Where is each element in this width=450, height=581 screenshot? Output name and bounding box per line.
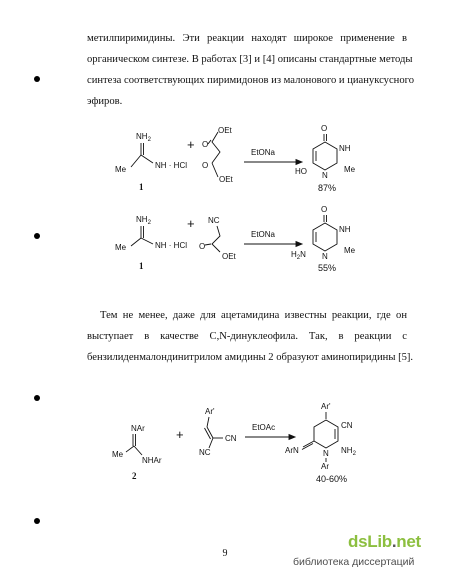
product-2-nh: NH: [339, 225, 351, 234]
paragraph-2-line-2: выступает в качестве C,N-динуклеофила. Так, в реакции с: [87, 331, 407, 342]
malonate-o-top: O: [202, 140, 209, 149]
yield-3: 40-60%: [316, 474, 348, 484]
cyanoacetate-oet: OEt: [222, 252, 236, 261]
arrow-2-label: EtONa: [251, 230, 276, 239]
reaction-arrow-3: [245, 423, 295, 440]
malonate-o-bottom: O: [202, 161, 209, 170]
product-3-arn: ArN: [285, 446, 299, 455]
product-2-me: Me: [344, 246, 356, 255]
product-1-ho: HO: [295, 167, 307, 176]
amidine-b-me-label: Me: [115, 243, 127, 252]
paragraph-1-line-3: синтеза соответствующих пиримидонов из малонового и циануксусного: [87, 75, 415, 86]
product-1-o: O: [321, 124, 328, 133]
amidine-b-nh-hcl-label: NH · HCl: [155, 241, 187, 250]
benzylidene-malononitrile-structure: [199, 407, 237, 457]
amidine-2-nar: NAr: [131, 424, 145, 433]
yield-2: 55%: [318, 263, 337, 273]
compound-2-label: 2: [132, 471, 137, 481]
margin-bullet-4: [34, 518, 40, 524]
plus-sign-1: +: [187, 137, 195, 152]
watermark-logo-net: net: [396, 532, 421, 551]
amidine-me-label: Me: [115, 165, 127, 174]
page-number: 9: [222, 548, 228, 559]
product-3-cn: CN: [341, 421, 353, 430]
paragraph-2-line-1: Тем не менее, даже для ацетамидина известны реакции, где он: [100, 310, 407, 321]
arrow-1-label: EtONa: [251, 148, 276, 157]
watermark-logo-lib: Lib: [367, 532, 392, 551]
yield-1: 87%: [318, 183, 337, 193]
compound-1-label: 1: [139, 182, 144, 192]
amidine-2-me: Me: [112, 450, 124, 459]
amidine-nh-hcl-label: NH · HCl: [155, 161, 187, 170]
malononitrile-cn: CN: [225, 434, 237, 443]
product-2-o: O: [321, 205, 328, 214]
product-2-h2n: $H_2N$: [291, 250, 306, 261]
paragraph-1-line-4: эфиров.: [87, 96, 123, 107]
product-3-n: N: [323, 449, 329, 458]
paragraph-2-line-3: бензилиденмалондинитрилом амидины 2 образуют аминопиридины [5].: [87, 352, 414, 363]
amidine-b-nh2-label: $NH_2$: [136, 215, 151, 226]
aminopyridine-structure: [285, 402, 357, 484]
cyanoacetate-o: O: [199, 242, 206, 251]
watermark-logo: [348, 532, 421, 552]
amidine-nh2-label: $NH_2$: [136, 132, 151, 143]
watermark-logo-dot: .: [391, 532, 397, 551]
amidine-2-structure: [112, 424, 162, 481]
paragraph-1-line-1: метилпиримидины. Эти реакции находят широкое применение в: [87, 33, 407, 44]
product-2-n: N: [322, 252, 328, 261]
malononitrile-nc: NC: [199, 448, 211, 457]
product-1-me: Me: [344, 165, 356, 174]
paragraph-1-line-2: органическом синтезе. В работах [3] и [4] описаны стандартные методы: [87, 54, 413, 65]
product-1-nh: NH: [339, 144, 351, 153]
amidine-2-nhar: NHAr: [142, 456, 162, 465]
product-3-n-ar: Ar: [321, 462, 329, 471]
product-3-ar: Ar': [321, 402, 331, 411]
product-1-n: N: [322, 171, 328, 180]
watermark-logo-ds: ds: [348, 532, 368, 551]
malononitrile-ar: Ar': [205, 407, 215, 416]
product-3-nh2: $NH_2$: [341, 446, 356, 457]
malonate-oet-bottom: OEt: [219, 175, 233, 184]
plus-sign-2: +: [187, 216, 195, 231]
compound-1b-label: 1: [139, 261, 144, 271]
watermark-subtitle: библиотека диссертаций: [293, 556, 415, 568]
cyanoacetate-nc: NC: [208, 216, 220, 225]
malonate-oet-top: OEt: [218, 126, 232, 135]
plus-sign-3: +: [176, 427, 184, 442]
arrow-3-label: EtOAc: [252, 423, 276, 432]
